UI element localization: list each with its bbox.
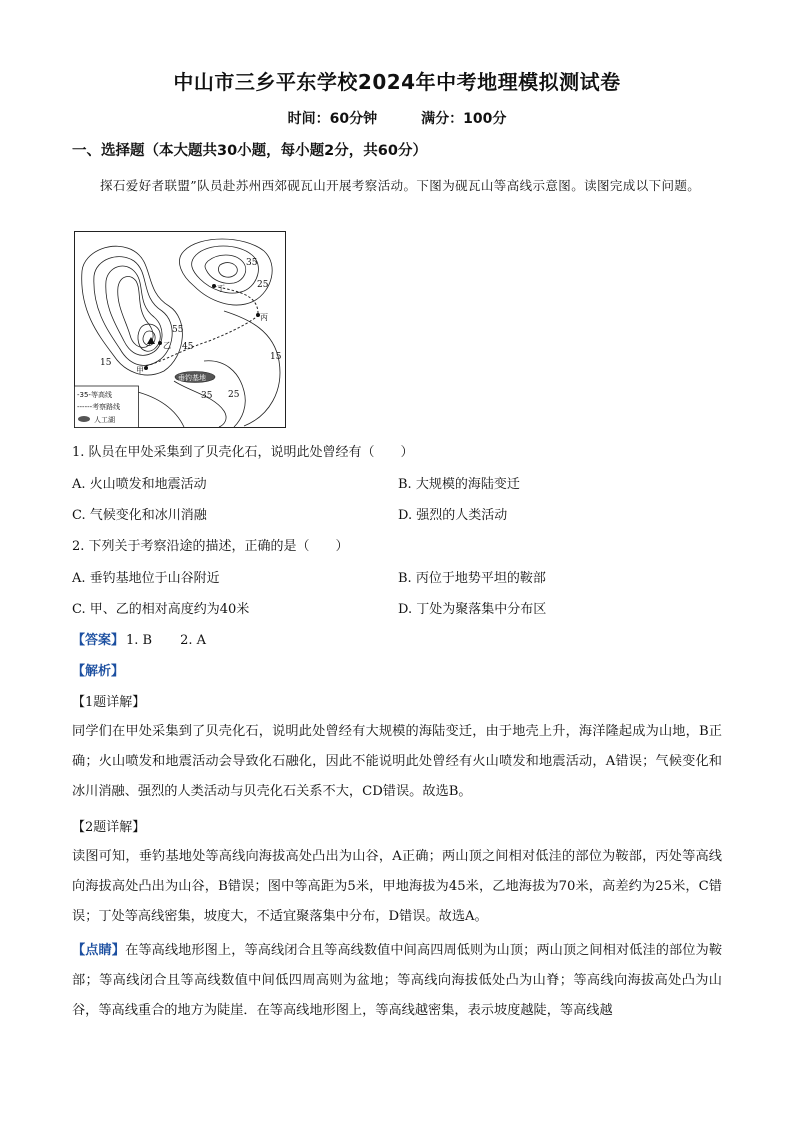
answer-q2: 2. A: [180, 633, 207, 648]
detail1-heading: 【1题详解】: [72, 695, 146, 710]
answer-tag: 【答案】: [72, 633, 125, 648]
contour-label: 35: [246, 258, 258, 268]
q1-option-c: C. 气候变化和冰川消融: [72, 508, 207, 523]
tips-paragraph: [72, 936, 722, 1026]
tips-tag: 【点睛】: [72, 943, 126, 958]
point-label: 丙: [260, 313, 268, 322]
exam-time: 时间：60分钟: [287, 111, 378, 127]
question-1: 1. 队员在甲处采集到了贝壳化石，说明此处曾经有（ ）: [72, 445, 414, 460]
lake-label: 垂钓基地: [178, 374, 206, 382]
point-label: 甲: [136, 366, 144, 375]
q1-option-b: B. 大规模的海陆变迁: [398, 477, 520, 492]
legend-item: -35-等高线: [77, 391, 112, 399]
map-legend: [75, 386, 139, 428]
q2-option-a: A. 垂钓基地位于山谷附近: [72, 571, 220, 586]
q2-option-d: D. 丁处为聚落集中分布区: [398, 602, 547, 617]
contour-map: [74, 231, 286, 428]
contour-label: 55: [172, 325, 184, 335]
answer-q1: 1. B: [126, 633, 153, 648]
contour-label: 25: [257, 280, 269, 290]
analysis-tag: 【解析】: [72, 664, 125, 679]
exam-score: 满分：100分: [421, 111, 507, 127]
question-2: 2. 下列关于考察沿途的描述，正确的是（ ）: [72, 539, 349, 554]
detail1-text: 同学们在甲处采集到了贝壳化石，说明此处曾经有大规模的海陆变迁，由于地壳上升，海洋隆起成为山地，B正确；火山喷发和地震活动会导致化石融化，因此不能说明此处曾经有火山喷发和地震活动，A错误；气候变化和冰川消融、强烈的人类活动与贝壳化石关系不大，CD错误。故选B。: [72, 724, 722, 799]
q2-option-c: C. 甲、乙的相对高度约为40米: [72, 602, 250, 617]
legend-item: 人工湖: [94, 416, 115, 424]
detail2-text: 读图可知，垂钓基地处等高线向海拔高处凸出为山谷，A正确；两山顶之间相对低洼的部位为鞍部，丙处等高线向海拔高处凸出为山谷，B错误；图中等高距为5米，甲地海拔为45米，乙地海拔为70米，高差约为25米，C错误；丁处等高线密集，坡度大，不适宜聚落集中分布，D错误。故选A。: [72, 849, 722, 924]
q1-option-d: D. 强烈的人类活动: [398, 508, 508, 523]
q1-option-a: A. 火山喷发和地震活动: [72, 477, 207, 492]
contour-label: 35: [201, 391, 213, 401]
question-intro: 探石爱好者联盟”队员赴苏州西郊砚瓦山开展考察活动。下图为砚瓦山等高线示意图。读图完成以下问题。: [100, 178, 701, 193]
section-heading: 一、选择题（本大题共30小题，每小题2分，共60分）: [72, 143, 427, 159]
point-label: 乙: [163, 341, 171, 350]
contour-label: 45: [182, 342, 194, 352]
detail2-heading: 【2题详解】: [72, 820, 146, 835]
exam-title: 中山市三乡平东学校2024年中考地理模拟测试卷: [173, 70, 621, 94]
point-label: 丁: [217, 284, 225, 293]
tips-text: 在等高线地形图上，等高线闭合且等高线数值中间高四周低则为山顶；两山顶之间相对低洼的部位为鞍部；等高线闭合且等高线数值中间低四周高则为盆地；等高线向海拔低处凸为山脊；等高线向海拔高处凸为山谷，等高线重合的地方为陡崖．在等高线地形图上，等高线越密集，表示坡度越陡，等高线越: [72, 943, 723, 1018]
exam-info: [0, 108, 794, 128]
q2-option-b: B. 丙位于地势平坦的鞍部: [398, 571, 546, 586]
contour-label: 25: [228, 390, 240, 400]
contour-label: 15: [100, 358, 112, 368]
contour-label: 15: [270, 352, 282, 362]
legend-item: ------考察路线: [77, 403, 121, 411]
analysis-line: [72, 660, 124, 679]
answer-line: [72, 629, 206, 648]
